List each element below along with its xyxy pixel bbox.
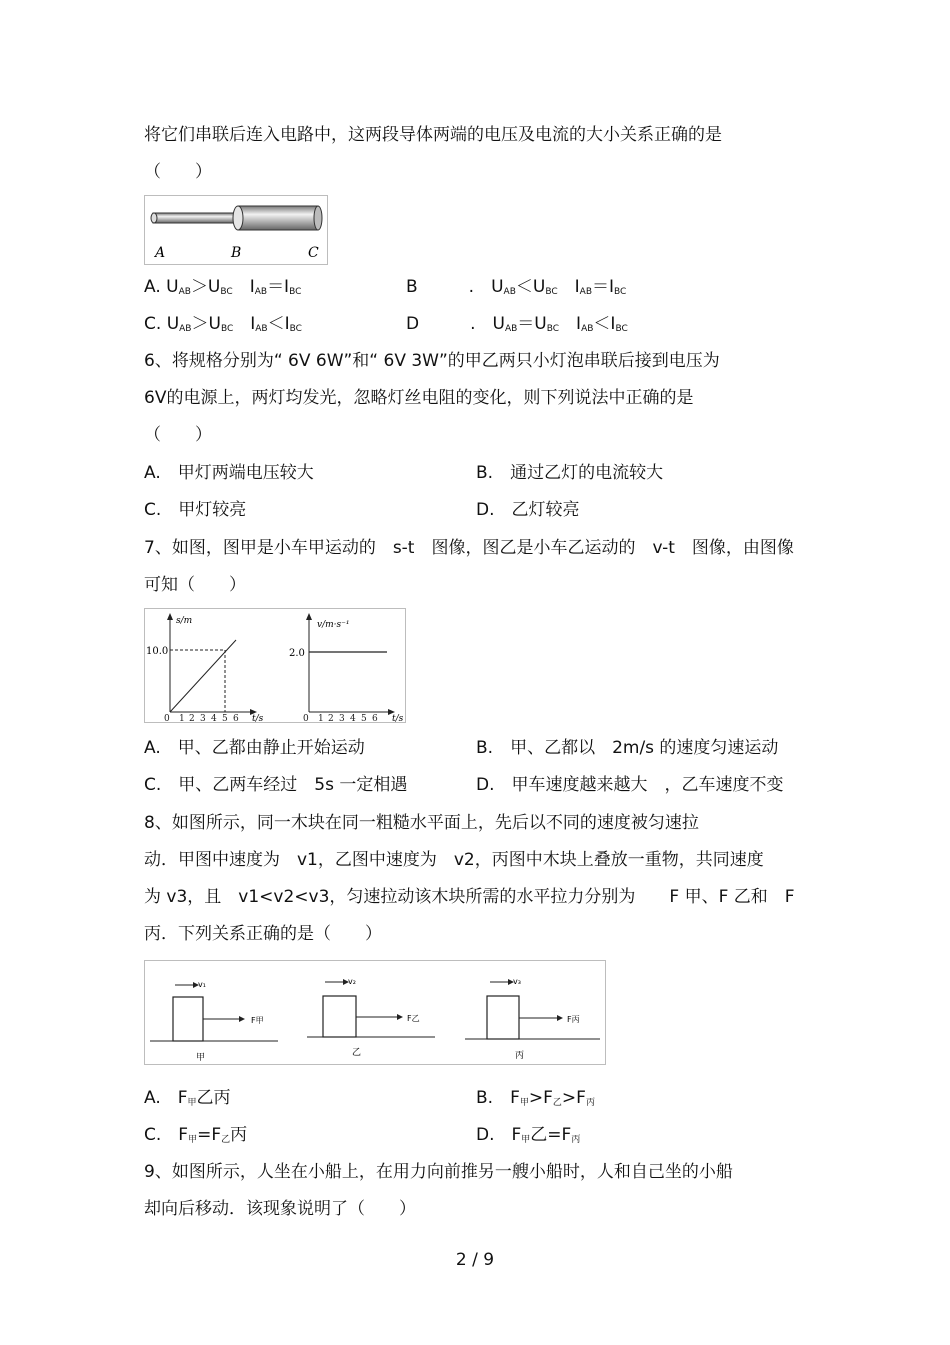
q8-blocks-figure <box>144 960 606 1065</box>
q5-conductor-figure <box>144 195 328 265</box>
svg-text:6: 6 <box>372 714 378 722</box>
g2-ylabel: v/m·s⁻¹ <box>317 620 350 630</box>
page-number: 2 / 9 <box>455 1250 495 1270</box>
q5-paren: （ ） <box>144 162 212 182</box>
svg-text:F丙: F丙 <box>567 1015 580 1024</box>
q5-stem: 将它们串联后连入电路中，这两段导体两端的电压及电流的大小关系正确的是 <box>144 125 722 145</box>
svg-text:0: 0 <box>164 714 170 722</box>
label-a: A <box>155 245 166 261</box>
svg-text:F甲: F甲 <box>251 1016 264 1025</box>
svg-text:3: 3 <box>200 714 206 722</box>
q8-line1: 8、如图所示，同一木块在同一粗糙水平面上，先后以不同的速度被匀速拉 <box>144 813 699 833</box>
q7-option-a: A. 甲、乙都由静止开始运动 <box>144 738 365 758</box>
q7-graphs-figure <box>144 608 406 723</box>
g1-ylabel: s/m <box>176 616 193 626</box>
q5-option-c: C. $U_{AB}>U_{BC}$ $I_{AB}<I_{BC}$ <box>144 314 302 334</box>
q7-line1: 7、如图，图甲是小车甲运动的 s-t 图像，图乙是小车乙运动的 v-t 图像，由图像 <box>144 538 794 558</box>
g2-xlabel: t/s <box>392 714 404 722</box>
q8-option-c: C. $F_甲=F_乙$丙 <box>144 1125 248 1145</box>
g1-xlabel: t/s <box>252 714 264 722</box>
g1-line <box>170 640 236 712</box>
label-b: B <box>231 245 242 261</box>
q8-line4: 丙．下列关系正确的是（ ） <box>144 924 382 944</box>
svg-text:甲: 甲 <box>196 1053 206 1063</box>
q8-option-d: D. $F_甲$乙$=F_丙$ <box>476 1125 581 1145</box>
g2-ytick: 2.0 <box>289 648 305 659</box>
svg-text:6: 6 <box>233 714 239 722</box>
svg-text:5: 5 <box>222 714 228 722</box>
q5-option-b: B . $U_{AB}<U_{BC}$ $I_{AB}=I_{BC}$ <box>406 277 627 297</box>
q6-line2: 6V的电源上，两灯均发光，忽略灯丝电阻的变化，则下列说法中正确的是 <box>144 388 694 408</box>
q6-paren: （ ） <box>144 425 212 445</box>
svg-text:丙: 丙 <box>515 1051 525 1061</box>
svg-text:5: 5 <box>361 714 367 722</box>
q6-line1: 6、将规格分别为“ 6V 6W”和“ 6V 3W”的甲乙两只小灯泡串联后接到电压为 <box>144 351 720 371</box>
q7-option-b: B. 甲、乙都以 2m/s 的速度匀速运动 <box>476 738 779 758</box>
svg-text:乙: 乙 <box>352 1048 362 1058</box>
svg-text:v₁: v₁ <box>198 980 206 989</box>
svg-text:v₂: v₂ <box>348 977 356 986</box>
svg-text:1: 1 <box>318 714 324 722</box>
q8-option-a: A. $F_甲$乙丙 <box>144 1088 231 1108</box>
q7-option-d: D. 甲车速度越来越大 ，乙车速度不变 <box>476 775 784 795</box>
q6-option-b: B. 通过乙灯的电流较大 <box>476 463 664 483</box>
q8-line2: 动．甲图中速度为 v1，乙图中速度为 v2，丙图中木块上叠放一重物，共同速度 <box>144 850 764 870</box>
q5-option-d: D . $U_{AB}=U_{BC}$ $I_{AB}<I_{BC}$ <box>406 314 628 334</box>
q8-line3: 为 v3，且 v1<v2<v3，匀速拉动该木块所需的水平拉力分别为 F 甲、F 乙和 F <box>144 887 795 907</box>
q9-line1: 9、如图所示，人坐在小船上，在用力向前推另一艘小船时，人和自己坐的小船 <box>144 1162 733 1182</box>
svg-text:F乙: F乙 <box>407 1014 420 1023</box>
q6-option-d: D. 乙灯较亮 <box>476 500 580 520</box>
svg-text:v₃: v₃ <box>513 977 521 986</box>
svg-text:4: 4 <box>350 714 356 722</box>
svg-text:2: 2 <box>189 714 195 722</box>
svg-text:0: 0 <box>303 714 309 722</box>
q9-line2: 却向后移动．该现象说明了（ ） <box>144 1199 416 1219</box>
label-c: C <box>308 245 319 261</box>
svg-text:3: 3 <box>339 714 345 722</box>
q5-option-a: A. $U_{AB}>U_{BC}$ $I_{AB}=I_{BC}$ <box>144 277 302 297</box>
q7-option-c: C. 甲、乙两车经过 5s 一定相遇 <box>144 775 408 795</box>
svg-text:1: 1 <box>179 714 185 722</box>
q6-option-a: A. 甲灯两端电压较大 <box>144 463 314 483</box>
svg-text:4: 4 <box>211 714 217 722</box>
q6-option-c: C. 甲灯较亮 <box>144 500 247 520</box>
svg-text:2: 2 <box>328 714 334 722</box>
q7-line2: 可知（ ） <box>144 575 246 595</box>
g1-ytick: 10.0 <box>146 646 169 657</box>
q8-option-b: B. $F_甲>F_乙>F_丙$ <box>476 1088 595 1108</box>
